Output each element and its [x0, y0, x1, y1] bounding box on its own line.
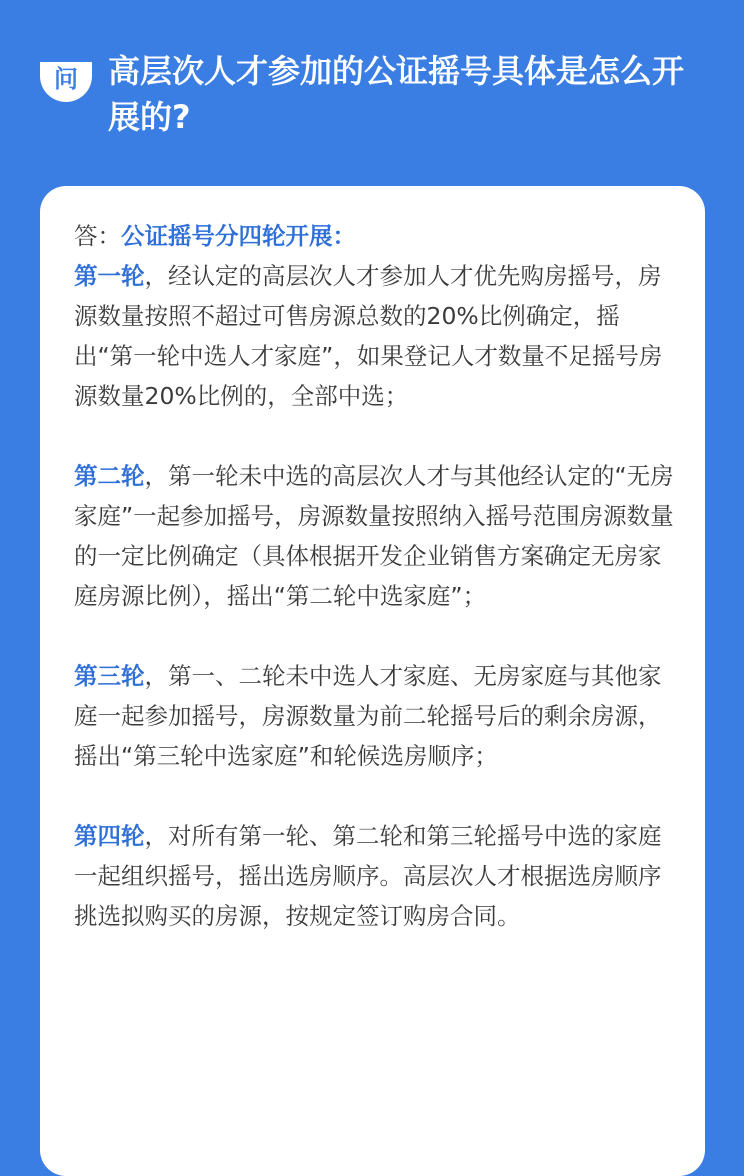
- paragraph-gap: [74, 776, 674, 816]
- round-2-name: 第二轮: [74, 462, 145, 490]
- round-3: [74, 656, 674, 776]
- question-badge: 问: [40, 62, 92, 102]
- round-3-text: ，第一、二轮未中选人才家庭、无房家庭与其他家庭一起参加摇号，房源数量为前二轮摇号后的剩余房源，摇出“第三轮中选家庭”和轮候选房顺序；: [74, 662, 662, 770]
- paragraph-gap: [74, 616, 674, 656]
- round-1-text: ，经认定的高层次人才参加人才优先购房摇号，房源数量按照不超过可售房源总数的20%比例确定，摇出“第一轮中选人才家庭”，如果登记人才数量不足摇号房源数量20%比例的，全部中选；: [74, 262, 663, 410]
- round-3-name: 第三轮: [74, 662, 145, 690]
- question-header: [0, 0, 744, 185]
- answer-card: [40, 186, 705, 1176]
- round-2-text: ，第一轮未中选的高层次人才与其他经认定的“无房家庭”一起参加摇号，房源数量按照纳入摇号范围房源数量的一定比例确定（具体根据开发企业销售方案确定无房家庭房源比例），摇出“第二轮中选家庭”；: [74, 462, 674, 610]
- answer-content: [74, 216, 674, 936]
- answer-prefix: 答：: [74, 222, 121, 250]
- round-1-name: 第一轮: [74, 262, 145, 290]
- round-1: [74, 256, 674, 416]
- paragraph-gap: [74, 416, 674, 456]
- answer-intro-text: 公证摇号分四轮开展：: [121, 222, 356, 250]
- round-4: [74, 816, 674, 936]
- round-4-name: 第四轮: [74, 822, 145, 850]
- question-title: 高层次人才参加的公证摇号具体是怎么开展的?: [108, 52, 685, 136]
- answer-intro: [74, 216, 674, 256]
- round-4-text: ，对所有第一轮、第二轮和第三轮摇号中选的家庭一起组织摇号，摇出选房顺序。高层次人才根据选房顺序挑选拟购买的房源，按规定签订购房合同。: [74, 822, 662, 930]
- round-2: [74, 456, 674, 616]
